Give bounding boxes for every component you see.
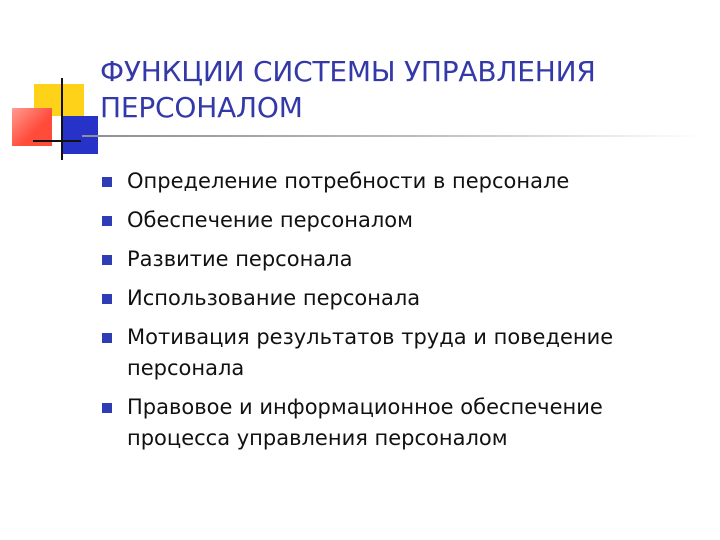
bullet-text: Определение потребности в персонале xyxy=(127,169,570,193)
bullet-item xyxy=(100,283,700,314)
bullet-text: Мотивация результатов труда и поведение персонала xyxy=(127,325,614,380)
bullet-text: Развитие персонала xyxy=(127,247,353,271)
title-underline xyxy=(82,135,700,137)
bullet-item xyxy=(100,244,700,275)
bullet-item xyxy=(100,392,700,454)
slide-title: ФУНКЦИИ СИСТЕМЫ УПРАВЛЕНИЯ ПЕРСОНАЛОМ xyxy=(100,55,596,124)
ornament-horizontal-line xyxy=(33,140,81,142)
square-bullet-icon xyxy=(102,294,112,304)
square-bullet-icon xyxy=(102,333,112,343)
square-bullet-icon xyxy=(102,255,112,265)
bullet-item xyxy=(100,166,700,197)
bullet-text: Обеспечение персоналом xyxy=(127,208,413,232)
ornament-vertical-line xyxy=(61,78,63,160)
bullet-text: Использование персонала xyxy=(127,286,421,310)
square-bullet-icon xyxy=(102,403,112,413)
bullet-text: Правовое и информационное обеспечение процесса управления персоналом xyxy=(127,395,603,450)
bullet-item xyxy=(100,322,700,384)
bullet-list xyxy=(100,166,700,462)
square-bullet-icon xyxy=(102,177,112,187)
square-bullet-icon xyxy=(102,216,112,226)
bullet-item xyxy=(100,205,700,236)
